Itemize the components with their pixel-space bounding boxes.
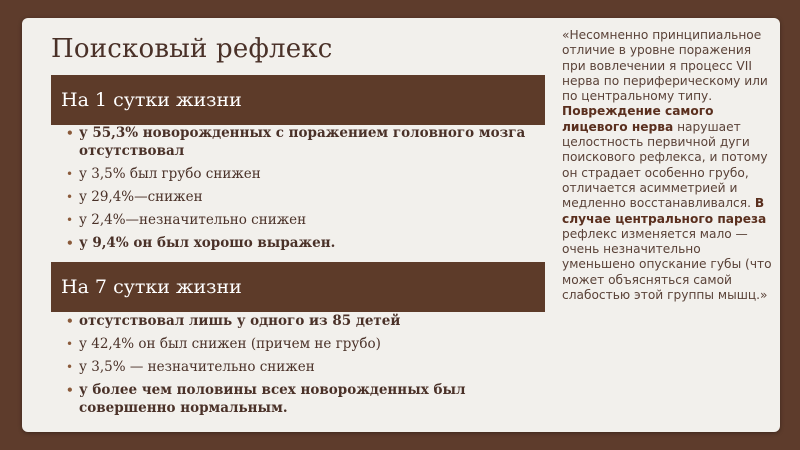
bullet-icon: • <box>66 383 74 397</box>
list-item <box>51 234 545 252</box>
bullet-icon: • <box>66 126 74 140</box>
bullet-icon: • <box>66 360 74 374</box>
quote-part-3: рефлекс изменяется мало — очень незначительно уменьшено опускание губы (что может объясняться самой слабостью этой группы мышц.» <box>562 226 772 303</box>
list-item-text: у 9,4% он был хорошо выражен. <box>79 235 336 251</box>
list-item <box>51 381 545 417</box>
list-item-text: у более чем половины всех новорожденных был совершенно нормальным. <box>79 382 466 416</box>
quote-part-2: нарушает целостность первичной дуги поискового рефлекса, и потому он страдает особенно грубо, отличается асимметрией и медленно восстанавливался. <box>562 119 768 211</box>
list-item-text: у 55,3% новорожденных с поражением головного мозга отсутствовал <box>79 125 526 159</box>
list-item-text: у 2,4%—незначительно снижен <box>79 212 307 228</box>
list-item <box>51 124 545 160</box>
bullet-icon: • <box>66 236 74 250</box>
bullet-icon: • <box>66 314 74 328</box>
list-item <box>51 188 545 206</box>
list-item-text: у 42,4% он был снижен (причем не грубо) <box>79 336 381 352</box>
section-header-day-1: На 1 сутки жизни <box>51 75 545 125</box>
section-list-day-7 <box>51 312 545 422</box>
section-list-day-1 <box>51 124 545 257</box>
bullet-icon: • <box>66 337 74 351</box>
list-item-text: у 3,5% — незначительно снижен <box>79 359 315 375</box>
bullet-icon: • <box>66 167 74 181</box>
list-item-text: у 3,5% был грубо снижен <box>79 166 261 182</box>
bullet-icon: • <box>66 190 74 204</box>
list-item-text: отсутствовал лишь у одного из 85 детей <box>79 313 401 329</box>
quote-part-1: «Несомненно принципиальное отличие в уровне поражения при вовлечении я процесс VII нерва по периферическому или по центральному типу. <box>562 28 768 104</box>
list-item-text: у 29,4%—снижен <box>79 189 203 205</box>
list-item <box>51 165 545 183</box>
quote-text <box>562 28 774 303</box>
list-item <box>51 335 545 353</box>
list-item <box>51 358 545 376</box>
list-item <box>51 312 545 330</box>
slide-title: Поисковый рефлекс <box>51 34 333 64</box>
list-item <box>51 211 545 229</box>
section-header-day-7: На 7 сутки жизни <box>51 262 545 312</box>
quote-bold-1: Повреждение самого лицевого нерва <box>562 104 714 134</box>
bullet-icon: • <box>66 213 74 227</box>
quote-bold-2: В случае центрального пареза <box>562 196 767 226</box>
